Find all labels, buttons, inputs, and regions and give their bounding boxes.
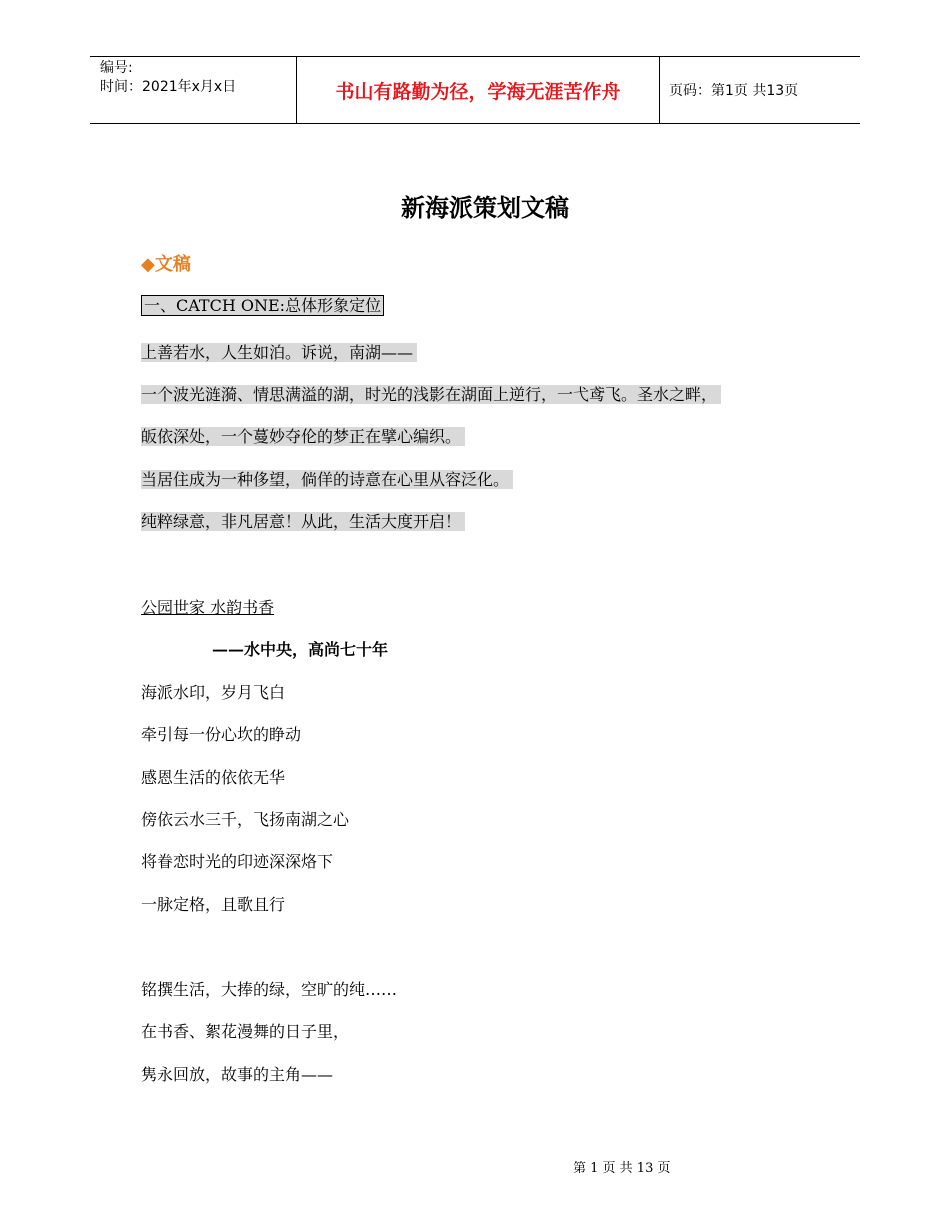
closing-line: 铭撰生活，大捧的绿，空旷的纯…… xyxy=(141,980,398,999)
intro-text: 一个波光涟漪、情思满溢的湖，时光的浅影在湖面上逆行，一弋鸢飞。圣水之畔， xyxy=(141,385,721,404)
poem-line: 傍依云水三千，飞扬南湖之心 xyxy=(141,810,350,829)
poem-line: 一脉定格，且歌且行 xyxy=(141,895,286,914)
section-heading: ◆文稿 xyxy=(141,254,191,275)
poem-line: 牵引每一份心坎的睁动 xyxy=(141,725,302,744)
poem-line: 感恩生活的依依无华 xyxy=(141,768,286,787)
motto-cell xyxy=(297,57,660,123)
intro-text: 皈依深处，一个蔓妙夺伦的梦正在擘心编织。 xyxy=(141,427,465,446)
number-label: 编号: xyxy=(100,60,133,76)
intro-line xyxy=(141,467,513,490)
header-table xyxy=(90,56,860,124)
poem-line: 将眷恋时光的印迹深深烙下 xyxy=(141,852,334,871)
time-label: 时间：2021年x月x日 xyxy=(100,79,237,95)
intro-text: 纯粹绿意，非凡居意！从此，生活大度开启！ xyxy=(141,512,465,531)
poem-line: 海派水印，岁月飞白 xyxy=(141,683,286,702)
catch-heading-line xyxy=(141,293,384,316)
page-info-text: 页码：第1页 共13页 xyxy=(669,83,799,99)
closing-line: 隽永回放，故事的主角—— xyxy=(141,1065,334,1084)
motto-text: 书山有路勤为径，学海无涯苦作舟 xyxy=(335,80,621,103)
intro-text: 当居住成为一种侈望，倘佯的诗意在心里从容泛化。 xyxy=(141,470,513,489)
page-footer: 第 1 页 共 13 页 xyxy=(573,1161,671,1176)
closing-line: 在书香、絮花漫舞的日子里， xyxy=(141,1022,350,1041)
intro-text: 上善若水，人生如泊。诉说，南湖—— xyxy=(141,343,417,362)
page-info-cell xyxy=(660,57,860,123)
intro-line xyxy=(141,424,465,447)
sub-heading: 公园世家 水韵书香 xyxy=(141,598,275,617)
sub-tagline: ——水中央，高尚七十年 xyxy=(212,640,389,659)
intro-line xyxy=(141,509,465,532)
intro-line xyxy=(141,340,417,363)
document-title: 新海派策划文稿 xyxy=(401,193,569,222)
catch-heading: 一、CATCH ONE:总体形象定位 xyxy=(141,295,384,316)
intro-line xyxy=(141,382,721,405)
header-meta-cell xyxy=(90,57,297,123)
